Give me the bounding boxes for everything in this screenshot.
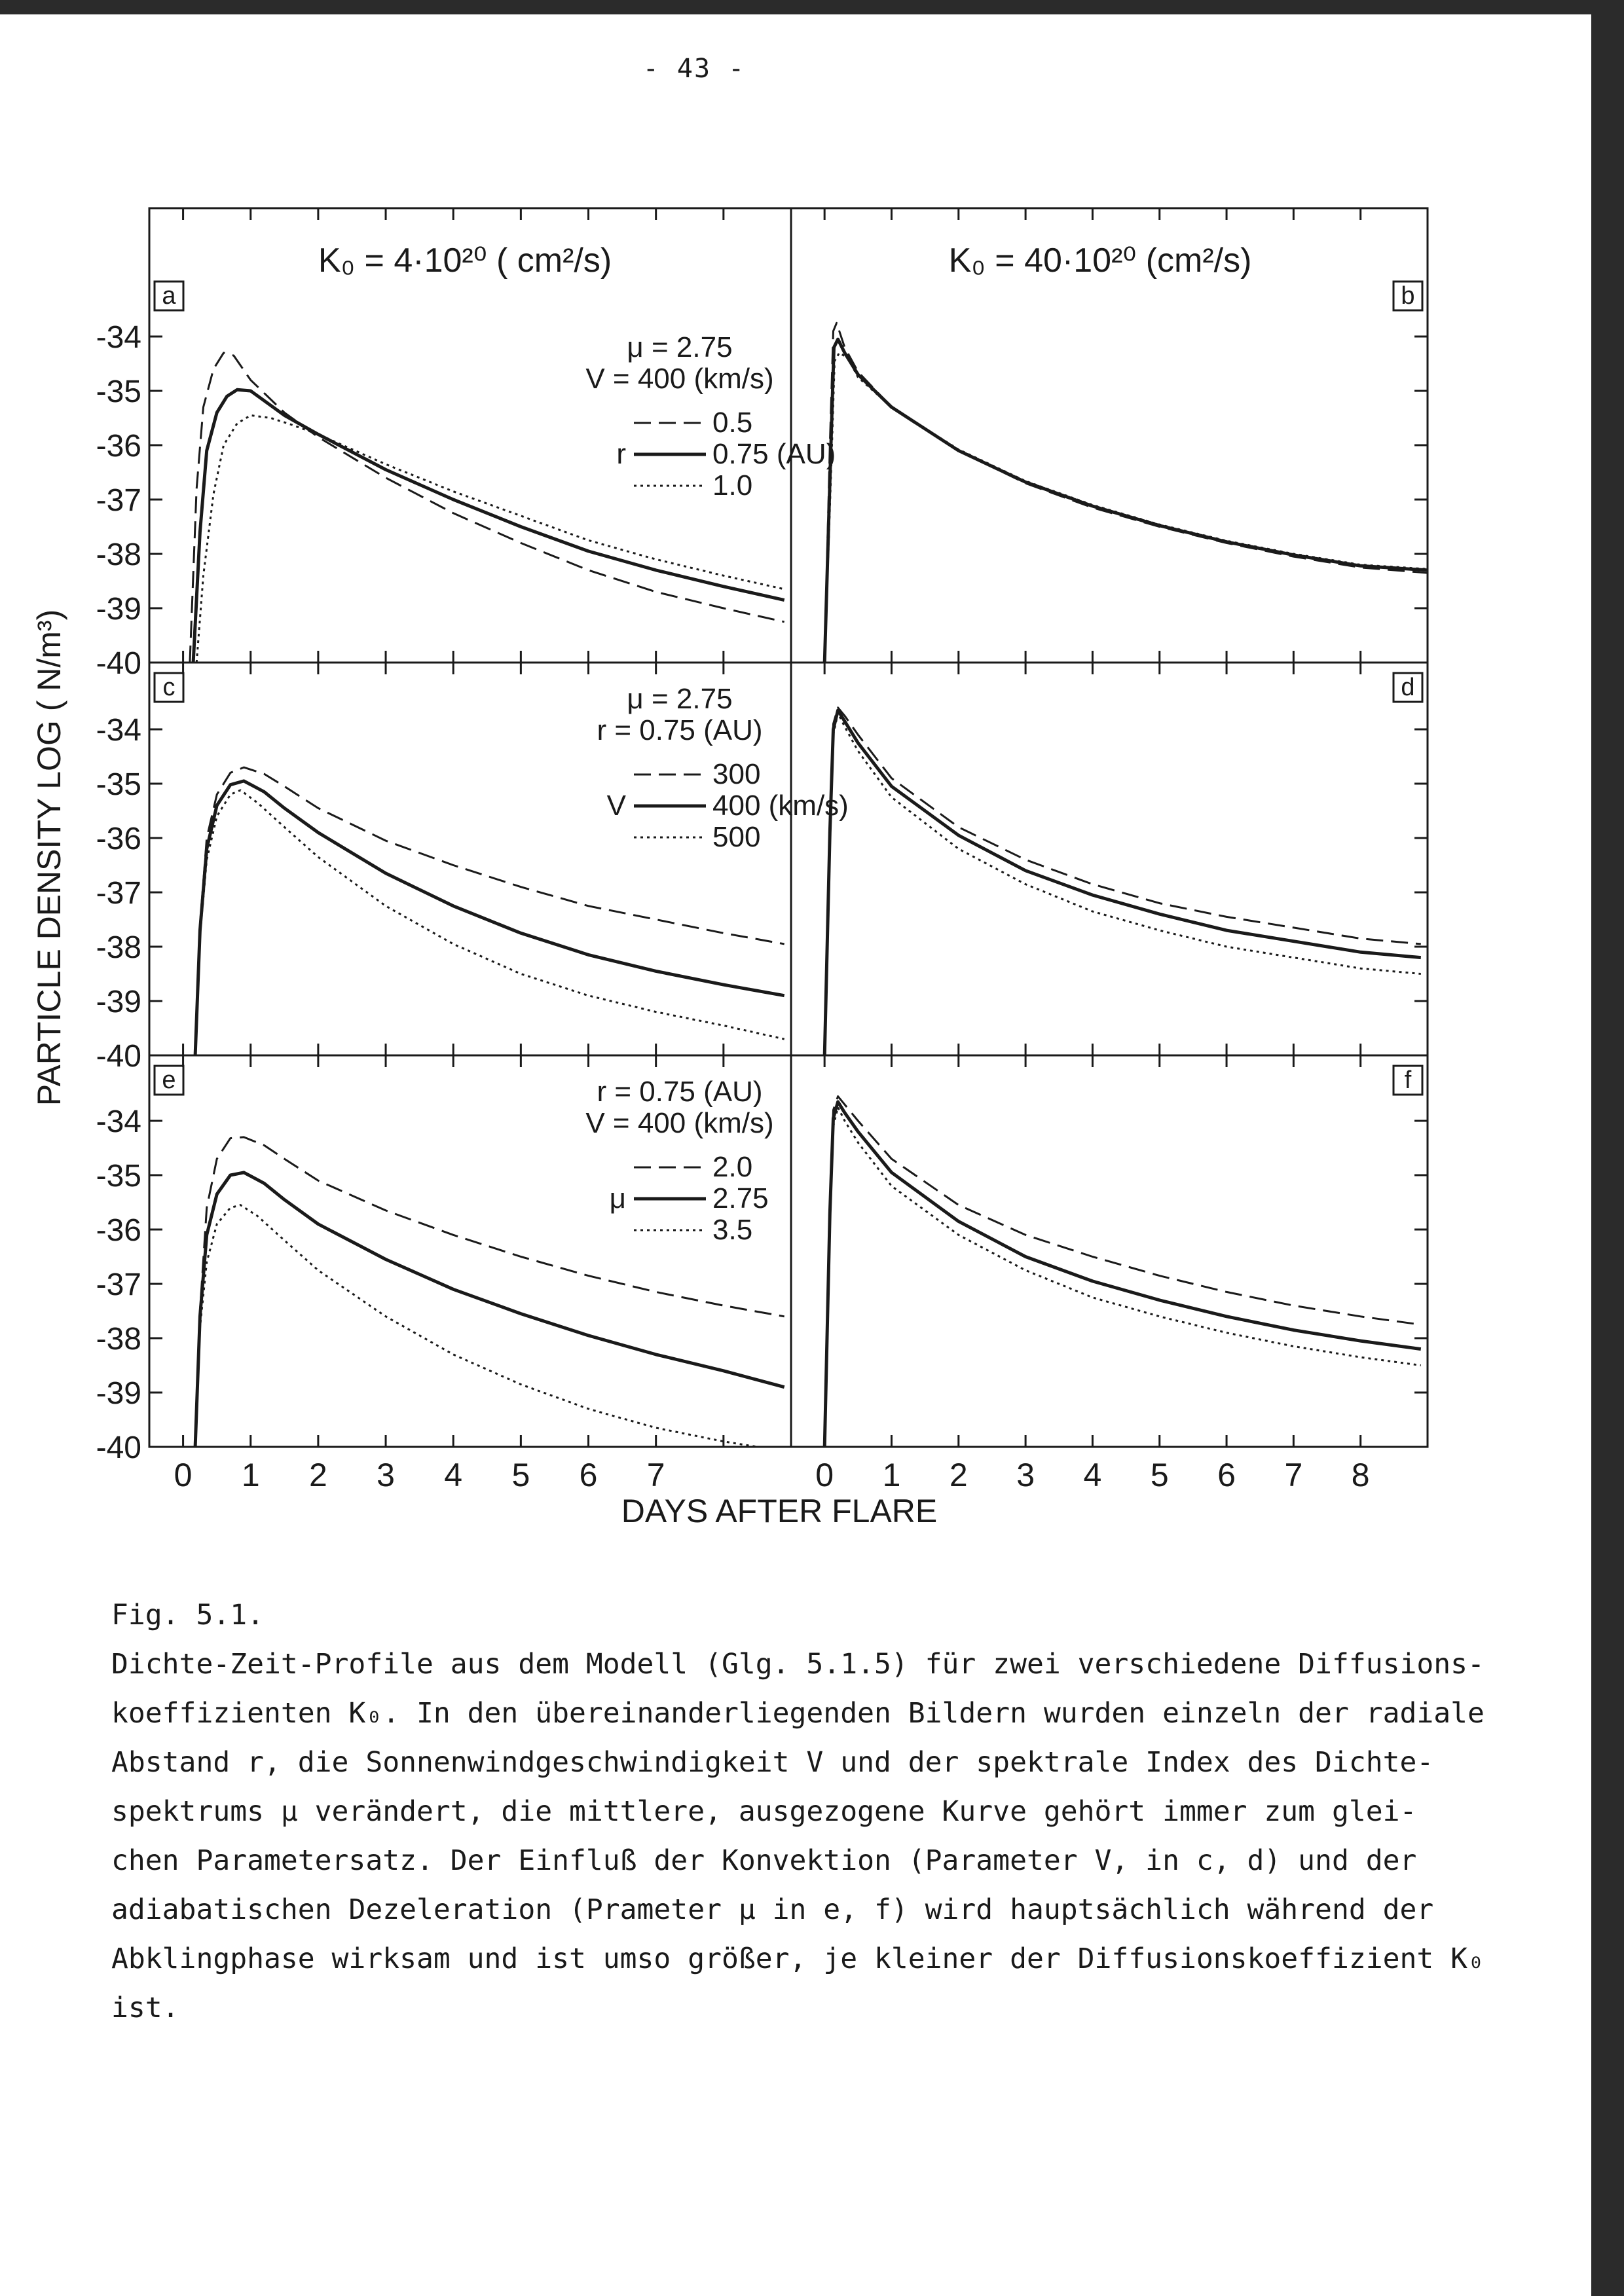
caption-line: spektrums μ verändert, die mittlere, ausgezogene Kurve gehört immer zum glei- — [111, 1795, 1417, 1828]
caption-label: Fig. 5.1. — [111, 1599, 264, 1631]
y-tick-label: -34 — [96, 320, 141, 355]
y-tick-label: -36 — [96, 822, 141, 856]
panel-label: d — [1401, 674, 1415, 701]
legend-entry: 500 — [712, 821, 761, 853]
y-tick-label: -34 — [96, 1104, 141, 1139]
panels-layer — [96, 208, 1428, 1493]
legend-header: r = 0.75 (AU) — [597, 1076, 763, 1108]
legend-header: μ = 2.75 — [627, 683, 733, 715]
y-tick-label: -38 — [96, 538, 141, 572]
x-tick-label: 0 — [815, 1457, 834, 1493]
legend-param: r — [616, 438, 626, 470]
panel-frame — [791, 1055, 1428, 1447]
series-line-dashed — [190, 353, 784, 663]
series-line-dotted — [824, 1107, 1421, 1447]
legend-entry: 2.0 — [712, 1151, 753, 1183]
series-line-solid — [195, 1173, 784, 1447]
series-line-dashed — [824, 708, 1421, 1055]
x-tick-label: 0 — [174, 1457, 193, 1493]
legend-param: V — [606, 790, 626, 822]
y-tick-label: -39 — [96, 1376, 141, 1411]
y-tick-label: -36 — [96, 1213, 141, 1248]
legend-entry: 0.5 — [712, 407, 753, 439]
series-line-dotted — [824, 353, 1428, 663]
x-tick-label: 7 — [1284, 1457, 1303, 1493]
legend-header: μ = 2.75 — [627, 331, 733, 363]
x-tick-label: 1 — [241, 1457, 260, 1493]
y-tick-label: -35 — [96, 1159, 141, 1194]
legend-header: r = 0.75 (AU) — [597, 714, 763, 746]
series-line-solid — [195, 781, 784, 1055]
panel-e — [96, 1055, 791, 1465]
caption-line: adiabatischen Dezeleration (Prameter μ in e, f) wird hauptsächlich während der — [111, 1893, 1434, 1926]
panel-label: a — [162, 282, 176, 310]
series-line-dashed — [824, 1097, 1421, 1447]
x-tick-label: 5 — [511, 1457, 530, 1493]
series-line-solid — [824, 1102, 1421, 1447]
series-line-dashed — [195, 1137, 784, 1447]
legend-entry: 1.0 — [712, 469, 753, 501]
legend-entry: 400 (km/s) — [712, 790, 849, 822]
column-title-left: K₀ = 4·10²⁰ ( cm²/s) — [318, 242, 612, 280]
panel-c — [96, 663, 849, 1074]
x-tick-label: 4 — [444, 1457, 463, 1493]
panel-label: c — [162, 674, 175, 701]
panel-label: b — [1401, 282, 1415, 310]
x-tick-label: 4 — [1083, 1457, 1102, 1493]
y-tick-label: -40 — [96, 1039, 141, 1074]
caption-line: Abklingphase wirksam und ist umso größer, je kleiner der Diffusionskoeffizient K₀ — [111, 1942, 1485, 1975]
y-tick-label: -37 — [96, 483, 141, 518]
caption-line: Dichte-Zeit-Profile aus dem Modell (Glg. 5.1.5) für zwei verschiedene Diffusions- — [111, 1648, 1485, 1681]
legend — [597, 683, 848, 853]
y-tick-label: -37 — [96, 876, 141, 911]
panel-f — [791, 1055, 1428, 1447]
x-tick-label: 8 — [1351, 1457, 1370, 1493]
series-line-solid — [824, 339, 1428, 663]
caption-line: koeffizienten K₀. In den übereinanderliegenden Bildern wurden einzeln der radiale — [111, 1697, 1485, 1730]
caption-line: Abstand r, die Sonnenwindgeschwindigkeit V und der spektrale Index des Dichte- — [111, 1746, 1434, 1779]
caption-line: chen Parametersatz. Der Einfluß der Konvektion (Parameter V, in c, d) und der — [111, 1844, 1417, 1877]
series-line-dotted — [195, 790, 784, 1055]
legend-param: μ — [609, 1182, 626, 1214]
legend-entry: 0.75 (AU) — [712, 438, 836, 470]
series-line-solid — [824, 710, 1421, 1055]
legend-entry: 2.75 — [712, 1182, 769, 1214]
x-tick-label: 6 — [1217, 1457, 1236, 1493]
x-axis-label: DAYS AFTER FLARE — [621, 1493, 938, 1529]
y-tick-label: -40 — [96, 1430, 141, 1465]
y-tick-label: -37 — [96, 1267, 141, 1302]
series-line-dashed — [195, 767, 784, 1055]
y-tick-label: -39 — [96, 985, 141, 1019]
y-tick-label: -36 — [96, 429, 141, 464]
caption-line: ist. — [111, 1992, 179, 2024]
panel-label: f — [1404, 1066, 1412, 1094]
panel-frame — [791, 663, 1428, 1055]
y-tick-label: -35 — [96, 374, 141, 409]
legend — [585, 331, 836, 501]
page-number: - 43 - — [642, 54, 746, 84]
x-tick-label: 1 — [882, 1457, 901, 1493]
x-tick-label: 3 — [377, 1457, 395, 1493]
x-tick-label: 2 — [308, 1457, 327, 1493]
scan-border-right — [1591, 0, 1624, 2296]
series-line-solid — [193, 390, 784, 663]
x-tick-label: 7 — [646, 1457, 665, 1493]
legend-header: V = 400 (km/s) — [585, 363, 774, 395]
panel-label: e — [162, 1066, 176, 1094]
legend-entry: 3.5 — [712, 1214, 753, 1246]
x-tick-label: 2 — [949, 1457, 968, 1493]
y-tick-label: -34 — [96, 713, 141, 748]
x-tick-label: 6 — [579, 1457, 598, 1493]
column-title-right: K₀ = 40·10²⁰ (cm²/s) — [948, 242, 1252, 280]
y-tick-label: -35 — [96, 767, 141, 802]
x-tick-label: 3 — [1016, 1457, 1035, 1493]
y-axis-label: PARTICLE DENSITY LOG ( N/m³) — [31, 609, 67, 1106]
legend — [585, 1076, 773, 1246]
y-tick-label: -40 — [96, 646, 141, 681]
series-line-dotted — [196, 415, 784, 663]
panel-d — [791, 663, 1428, 1055]
y-tick-label: -38 — [96, 1322, 141, 1357]
legend-header: V = 400 (km/s) — [585, 1107, 774, 1139]
legend-entry: 300 — [712, 758, 761, 790]
series-line-dashed — [824, 323, 1428, 663]
x-tick-label: 5 — [1150, 1457, 1169, 1493]
figure-caption — [111, 1591, 1485, 2033]
y-tick-label: -39 — [96, 592, 141, 627]
y-tick-label: -38 — [96, 930, 141, 965]
series-line-dotted — [824, 713, 1421, 1055]
